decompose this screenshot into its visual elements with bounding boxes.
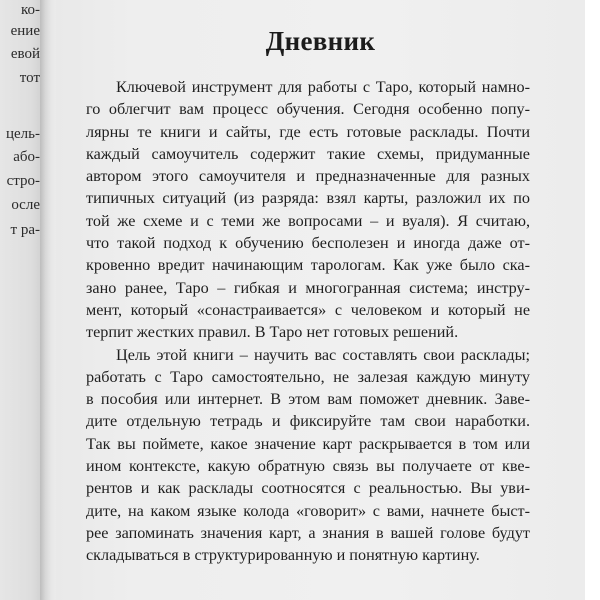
text-line: автором этого самоучителя и предназначенные для разных: [86, 167, 530, 186]
text-line: типичных ситуаций (из разряда: взял карты, разложил их по: [86, 189, 530, 208]
page-title: Дневник: [265, 26, 376, 56]
text-line: ином контексте, какую обратную связь вы получаете от кве-: [86, 457, 530, 476]
text-line: дите отдельную тетрадь и фиксируйте там свои наработки.: [86, 412, 530, 431]
text-line: лярны те книги и сайты, где есть готовые расклады. Почти: [86, 122, 530, 141]
text-line: что такой подход к обучению бесполезен и иногда даже от-: [86, 234, 530, 253]
text-line: рентов и как расклады соотносятся с реальностью. Вы уви-: [86, 479, 530, 498]
left-page-fragment: стро-: [6, 173, 40, 189]
left-page-fragment: т ра-: [10, 222, 40, 238]
left-page-fragment: або-: [13, 149, 40, 165]
text-line: рее запоминать значения карт, а знания в вашей голове будут: [86, 523, 530, 542]
text-line: кровенно вредит начинающим тарологам. Как уже было ска-: [86, 256, 530, 275]
text-line: работать с Таро самостоятельно, не залезая каждую минуту: [86, 367, 530, 386]
text-line: Ключевой инструмент для работы с Таро, который намно-: [116, 78, 530, 96]
book-gutter: [40, 0, 56, 600]
left-page-fragment: евой: [10, 46, 40, 62]
book-page: [56, 0, 585, 600]
text-line: каждый самоучитель содержит такие схемы, придуманные: [86, 144, 530, 163]
text-line: Цель этой книги – научить вас составлять свои расклады;: [116, 345, 530, 364]
text-line: Так вы поймете, какое значение карт раскрывается в том или: [86, 434, 530, 453]
text-line: зано ранее, Таро – гибкая и многогранная система; инстру-: [86, 278, 530, 297]
left-page-fragment: цель-: [5, 126, 40, 142]
left-page-fragment: тот: [19, 70, 40, 86]
text-line: го облегчит вам процесс обучения. Сегодня особенно попу-: [86, 100, 530, 119]
text-line: терпит жестких правил. В Таро нет готовых решений.: [86, 323, 459, 342]
previous-page: [0, 0, 44, 600]
text-line: складываться в структурированную и понятную картину.: [86, 546, 480, 565]
text-line: дите, на каком языке колода «говорит» с вами, начнете быст-: [86, 501, 530, 520]
left-page-fragment: ко-: [20, 2, 40, 18]
text-line: той же схеме и с теми же вопросами – и вуаля). Я считаю,: [86, 211, 530, 230]
left-page-fragment: осле: [11, 197, 40, 213]
left-page-fragment: ение: [10, 23, 40, 39]
body-text: [86, 76, 530, 567]
text-line: в пособия или интернет. В этом вам поможет дневник. Заве-: [86, 390, 530, 409]
page-edge: [585, 0, 600, 600]
text-line: мент, который «сонастраивается» с человеком и который не: [86, 300, 530, 319]
